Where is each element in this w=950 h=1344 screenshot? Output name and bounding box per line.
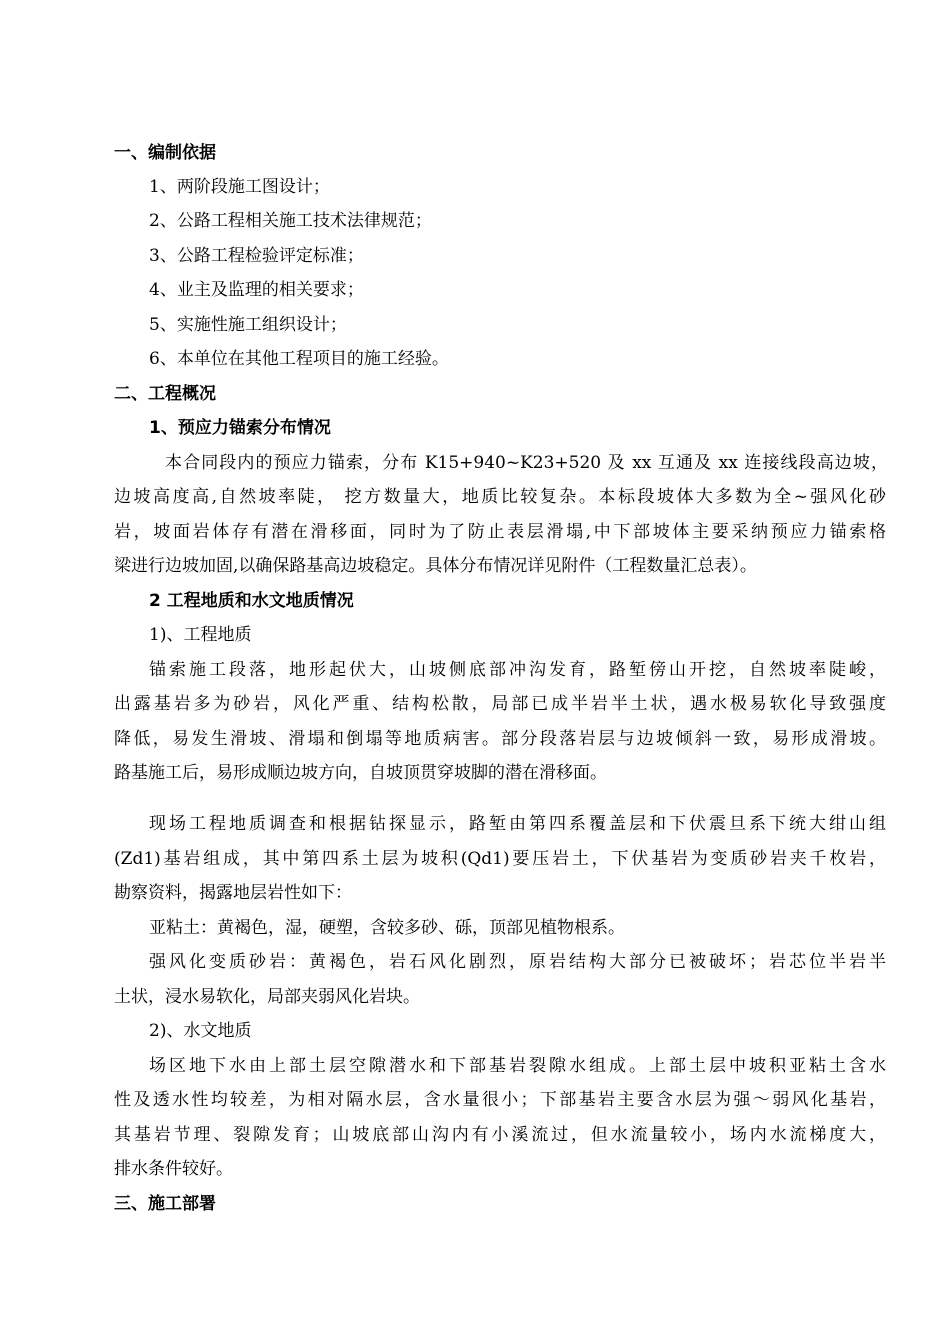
section-1-heading: 一、编制依据 bbox=[114, 143, 216, 163]
basis-item-5: 5、实施性施工组织设计； bbox=[149, 315, 347, 335]
basis-item-6: 6、本单位在其他工程项目的施工经验。 bbox=[149, 349, 449, 369]
sandstone-paragraph-line: 强风化变质砂岩：黄褐色，岩石风化剧烈，原岩结构大部分已被破坏；岩芯位半岩半 bbox=[149, 952, 886, 972]
basis-item-1: 1、两阶段施工图设计； bbox=[149, 177, 330, 197]
basis-item-3: 3、公路工程检验评定标准； bbox=[149, 246, 364, 266]
survey-paragraph-line: 勘察资料，揭露地层岩性如下： bbox=[114, 883, 352, 903]
geology-paragraph-line: 路基施工后，易形成顺边坡方向，自坡顶贯穿坡脚的潜在滑移面。 bbox=[114, 763, 607, 783]
anchor-paragraph-line: 岩，坡面岩体存有潜在滑移面，同时为了防止表层滑塌,中下部坡体主要采纳预应力锚索格 bbox=[114, 522, 886, 542]
hydro-paragraph-line: 场区地下水由上部土层空隙潜水和下部基岩裂隙水组成。上部土层中坡积亚粘土含水 bbox=[149, 1056, 886, 1076]
section-3-heading: 三、施工部署 bbox=[114, 1194, 216, 1214]
sandstone-paragraph-line: 土状，浸水易软化，局部夹弱风化岩块。 bbox=[114, 987, 420, 1007]
anchor-paragraph-line: 梁进行边坡加固,以确保路基高边坡稳定。具体分布情况详见附件（工程数量汇总表）。 bbox=[114, 556, 757, 576]
basis-item-2: 2、公路工程相关施工技术法律规范； bbox=[149, 211, 432, 231]
subclay-description: 亚粘土：黄褐色，湿，硬塑，含较多砂、砾，顶部见植物根系。 bbox=[149, 918, 625, 938]
geology-paragraph-line: 降低，易发生滑坡、滑塌和倒塌等地质病害。部分段落岩层与边坡倾斜一致，易形成滑坡。 bbox=[114, 729, 886, 749]
hydrogeology-heading: 2)、水文地质 bbox=[149, 1021, 252, 1041]
subsection-anchor-distribution-heading: 1、预应力锚索分布情况 bbox=[149, 418, 331, 438]
survey-paragraph-line: 现场工程地质调查和根据钻探显示，路堑由第四系覆盖层和下伏震旦系下统大绀山组 bbox=[149, 814, 886, 834]
section-2-heading: 二、工程概况 bbox=[114, 384, 216, 404]
geology-paragraph-line: 锚索施工段落，地形起伏大，山坡侧底部冲沟发育，路堑傍山开挖，自然坡率陡峻， bbox=[149, 660, 886, 680]
hydro-paragraph-line: 排水条件较好。 bbox=[114, 1159, 233, 1179]
subsection-geology-heading: 2 工程地质和水文地质情况 bbox=[149, 591, 354, 611]
geology-paragraph-line: 出露基岩多为砂岩，风化严重、结构松散，局部已成半岩半土状，遇水极易软化导致强度 bbox=[114, 694, 886, 714]
anchor-paragraph-line: 边坡高度高,自然坡率陡， 挖方数量大，地质比较复杂。本标段坡体大多数为全~强风化砂 bbox=[114, 487, 886, 507]
anchor-paragraph-line: 本合同段内的预应力锚索，分布 K15+940~K23+520 及 xx 互通及 xx 连接线段高边坡， bbox=[165, 453, 888, 473]
basis-item-4: 4、业主及监理的相关要求； bbox=[149, 280, 364, 300]
hydro-paragraph-line: 其基岩节理、裂隙发育；山坡底部山沟内有小溪流过，但水流量较小，场内水流梯度大， bbox=[114, 1125, 886, 1145]
engineering-geology-heading: 1)、工程地质 bbox=[149, 625, 252, 645]
survey-paragraph-line: (Zd1)基岩组成，其中第四系土层为坡积(Qd1)要压岩土，下伏基岩为变质砂岩夹千枚岩， bbox=[114, 849, 886, 869]
hydro-paragraph-line: 性及透水性均较差，为相对隔水层，含水量很小；下部基岩主要含水层为强～弱风化基岩， bbox=[114, 1090, 886, 1110]
